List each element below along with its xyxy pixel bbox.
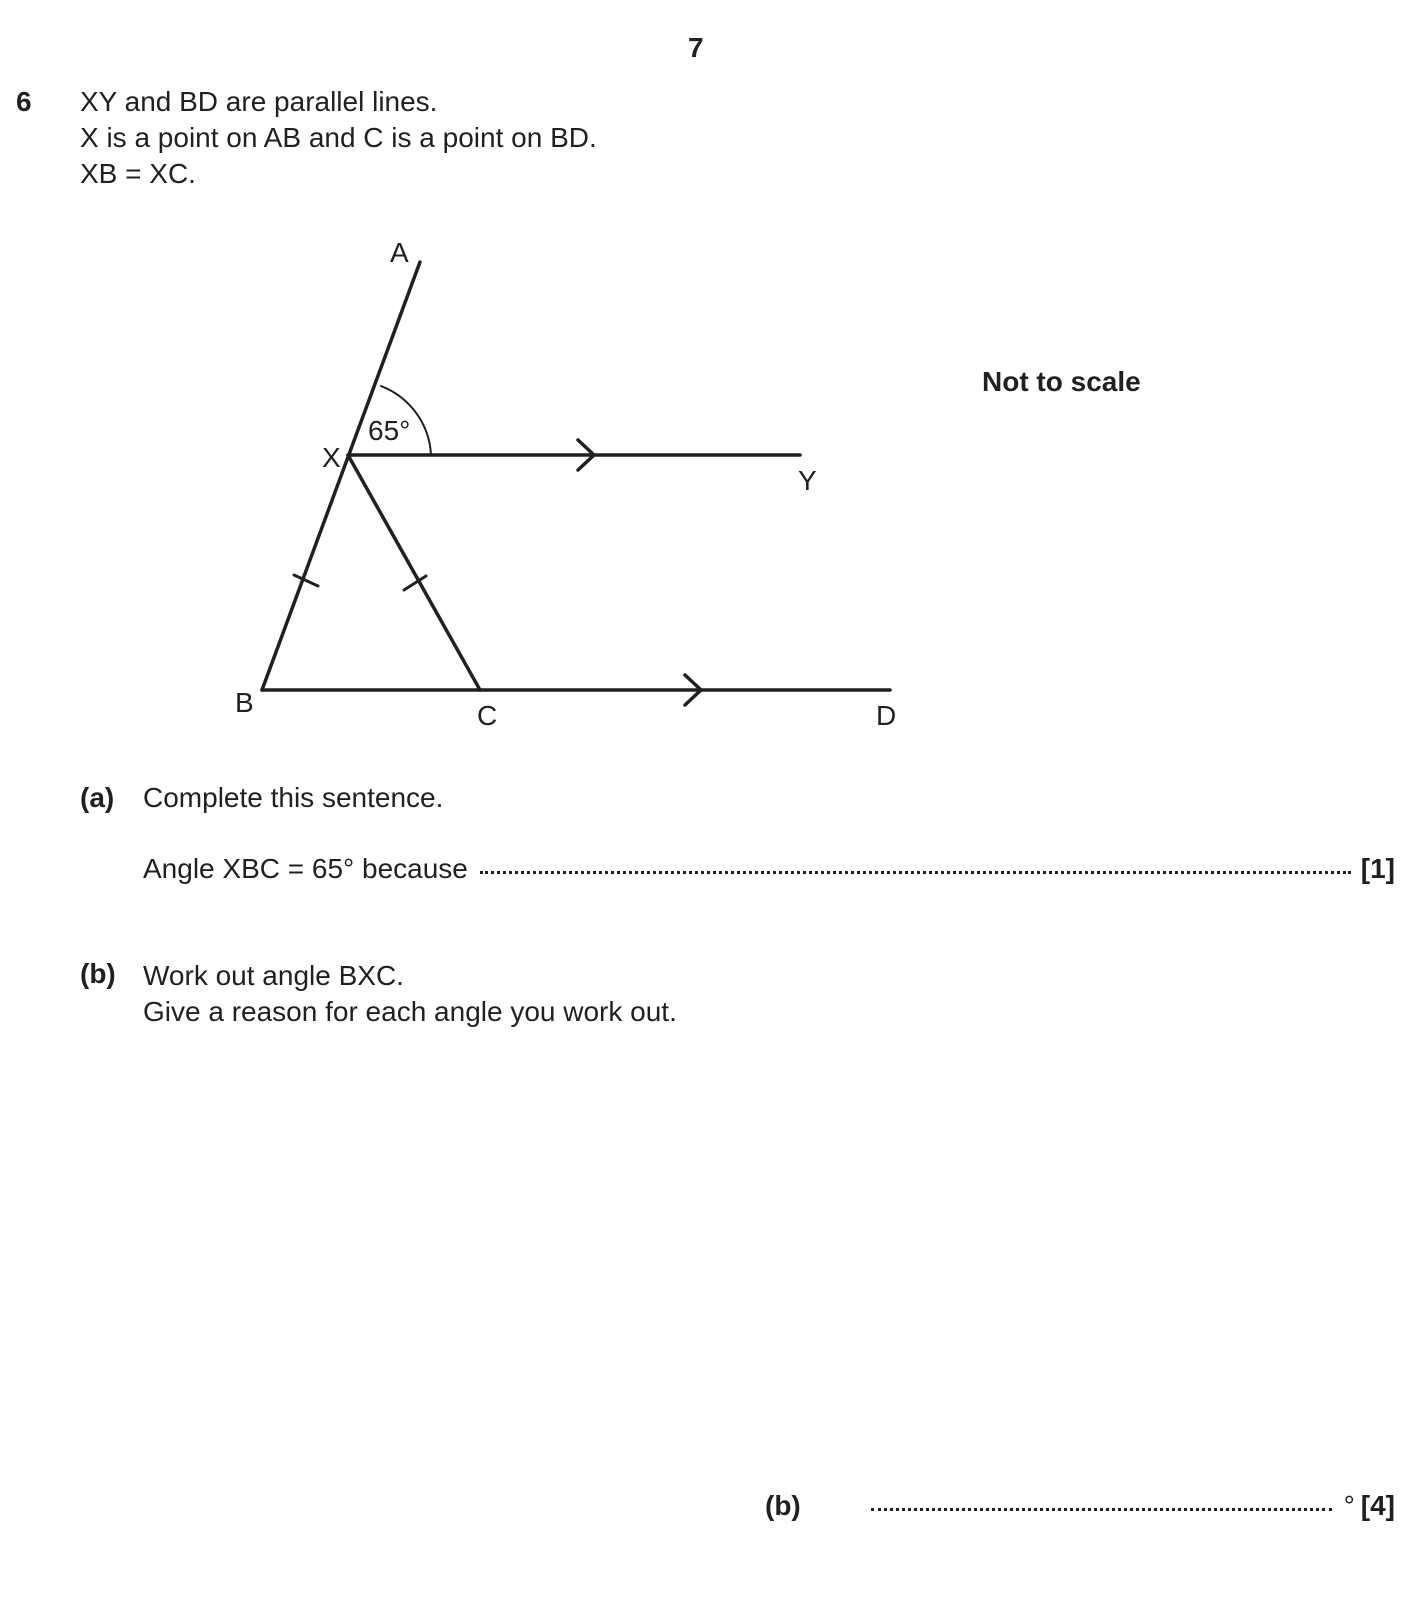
label-y: Y: [798, 465, 817, 496]
stem-line-3: XB = XC.: [80, 158, 196, 189]
part-a-marks: [1]: [1360, 853, 1395, 884]
angle-label: 65°: [368, 415, 411, 446]
label-b: B: [235, 687, 254, 718]
part-b-instruction: [143, 958, 677, 1030]
label-a: A: [390, 237, 409, 268]
label-d: D: [876, 700, 897, 731]
stem-line-2: X is a point on AB and C is a point on BD.: [80, 122, 597, 153]
part-a-label: (a): [80, 782, 115, 813]
not-to-scale-note: Not to scale: [982, 366, 1141, 397]
part-b-answer-label: (b): [765, 1490, 801, 1521]
part-a-answer-line[interactable]: [480, 871, 1351, 874]
degree-unit: °: [1343, 1490, 1355, 1521]
geometry-diagram: [0, 0, 1414, 760]
line-xc: [348, 455, 480, 690]
part-b-answer-row: [765, 1490, 1395, 1522]
tick-xb-icon: [294, 575, 318, 586]
part-b-marks: [4]: [1360, 1490, 1395, 1521]
label-c: C: [477, 700, 498, 731]
stem-line-1: XY and BD are parallel lines.: [80, 86, 438, 117]
part-a-sentence: Angle XBC = 65° because: [143, 853, 468, 884]
part-b-line-2: Give a reason for each angle you work out.: [143, 996, 677, 1027]
page-number: 7: [688, 32, 704, 63]
part-b-answer-line[interactable]: [871, 1508, 1332, 1511]
part-a-instruction: Complete this sentence.: [143, 782, 444, 813]
line-ab: [262, 262, 420, 690]
question-number: 6: [16, 86, 32, 117]
part-b-line-1: Work out angle BXC.: [143, 960, 404, 991]
part-a-answer-row: [143, 853, 1395, 885]
part-b-label: (b): [80, 958, 116, 989]
label-x: X: [322, 442, 341, 473]
